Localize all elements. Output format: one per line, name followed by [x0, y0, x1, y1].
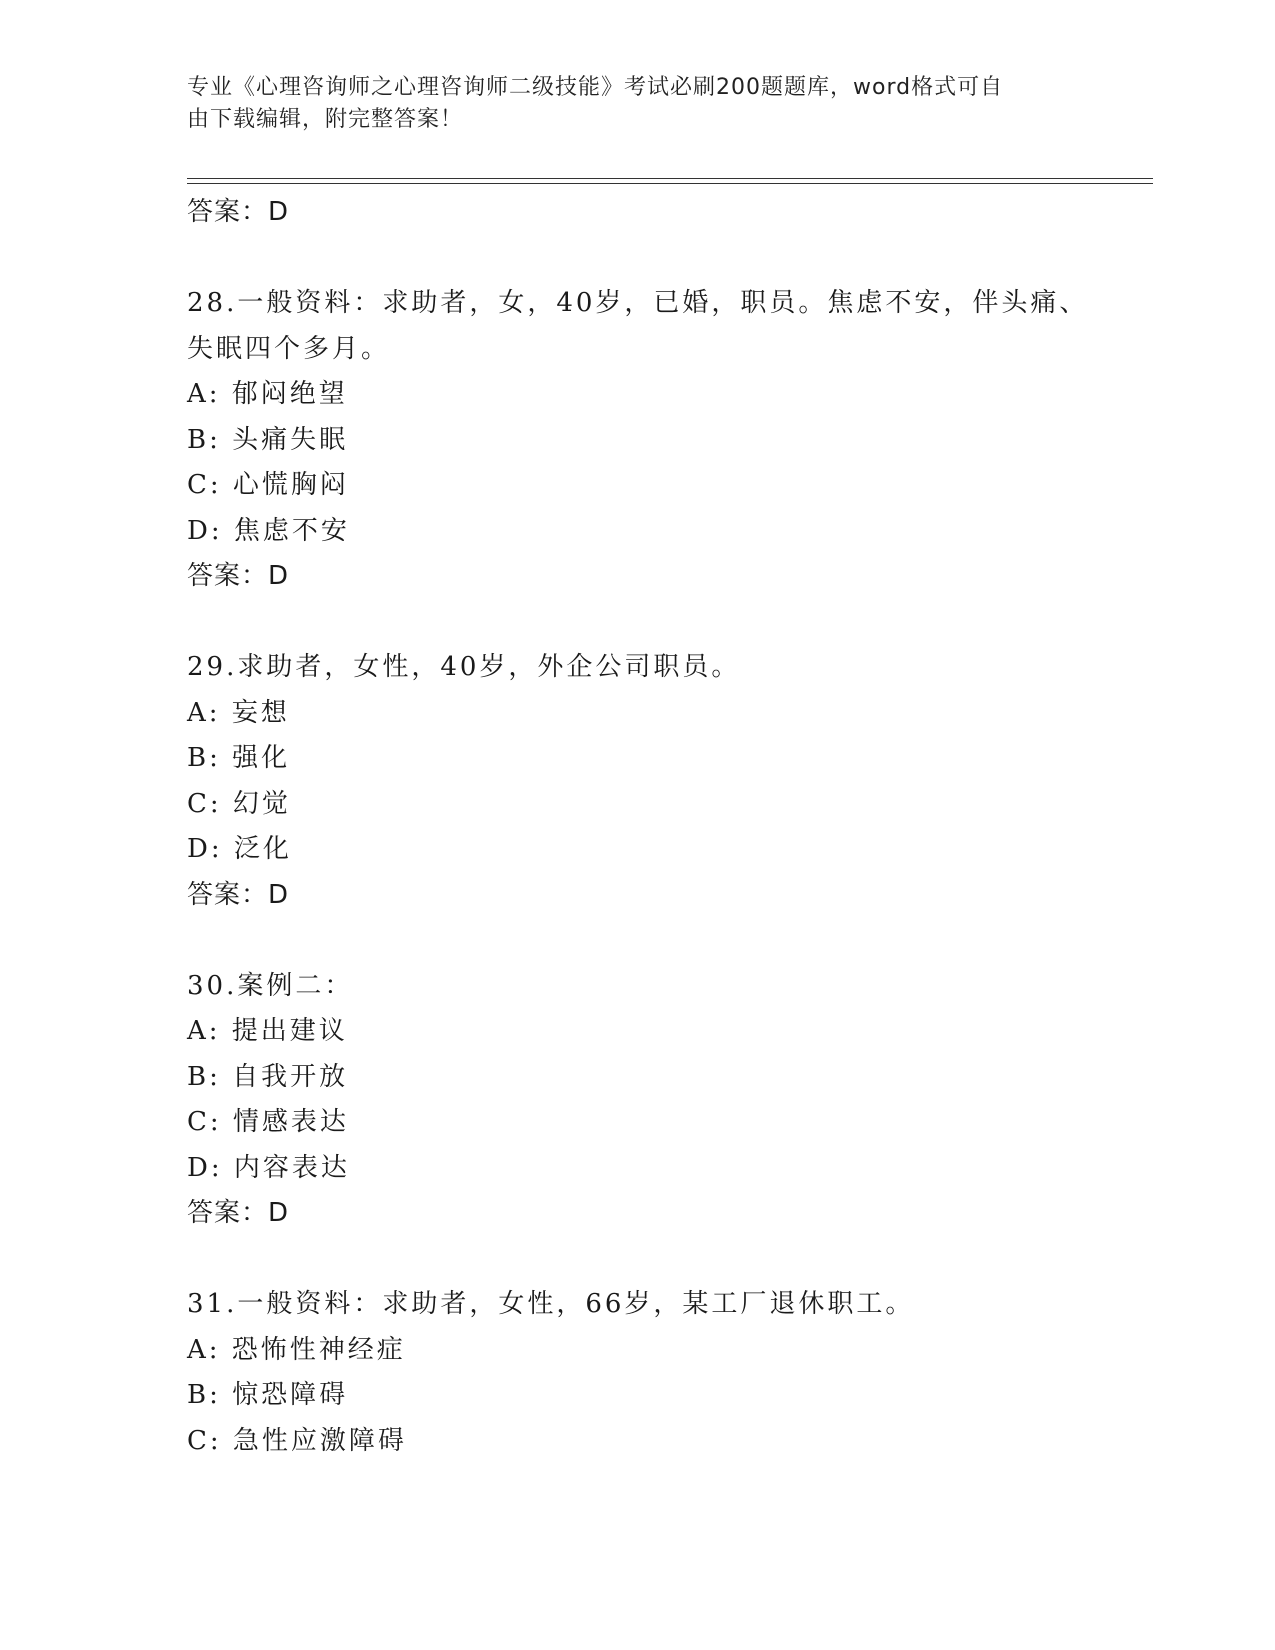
- question-block: [187, 964, 1137, 1237]
- option-c: C: 心慌胸闷: [187, 470, 349, 500]
- question-block: [187, 281, 1137, 600]
- question-block: [187, 1282, 1137, 1464]
- question-stem: 29.求助者，女性，40岁，外企公司职员。: [187, 652, 741, 682]
- option-d: D: 内容表达: [187, 1152, 350, 1183]
- question-block: [187, 645, 1137, 918]
- option-a: A: 郁闷绝望: [187, 379, 348, 409]
- header-divider: [187, 178, 1153, 179]
- option-b: B: 自我开放: [187, 1061, 349, 1092]
- option-a: A: 妄想: [187, 697, 290, 728]
- question-stem: 30.案例二：: [187, 970, 354, 1001]
- option-b: B: 头痛失眠: [187, 424, 349, 455]
- header-line-1: 专业《心理咨询师之心理咨询师二级技能》考试必刷200题题库，word格式可自: [187, 75, 1004, 100]
- option-d: D: 焦虑不安: [187, 515, 350, 546]
- question-stem: 31.一般资料：求助者，女性，66岁，某工厂退休职工。: [187, 1289, 915, 1319]
- answer-line: 答案：D: [187, 197, 290, 227]
- answer-line: 答案：D: [187, 879, 290, 910]
- option-a: A: 恐怖性神经症: [187, 1334, 406, 1365]
- option-b: B: 惊恐障碍: [187, 1380, 349, 1410]
- option-b: B: 强化: [187, 743, 291, 773]
- answer-line: 答案：D: [187, 561, 290, 591]
- page-header: [187, 72, 1067, 136]
- option-c: C: 情感表达: [187, 1107, 349, 1137]
- option-a: A: 提出建议: [187, 1016, 348, 1046]
- answer-line: 答案：D: [187, 1198, 290, 1228]
- option-c: C: 急性应激障碍: [187, 1425, 407, 1456]
- header-line-2: 由下载编辑，附完整答案！: [187, 107, 464, 132]
- option-c: C: 幻觉: [187, 788, 291, 819]
- option-d: D: 泛化: [187, 834, 292, 864]
- header-divider-second: [187, 183, 1153, 184]
- question-stem: 28.一般资料：求助者，女，40岁，已婚，职员。焦虑不安，伴头痛、: [187, 288, 1089, 318]
- question-stem-continued: 失眠四个多月。: [187, 333, 391, 364]
- question-list: [187, 190, 1137, 1464]
